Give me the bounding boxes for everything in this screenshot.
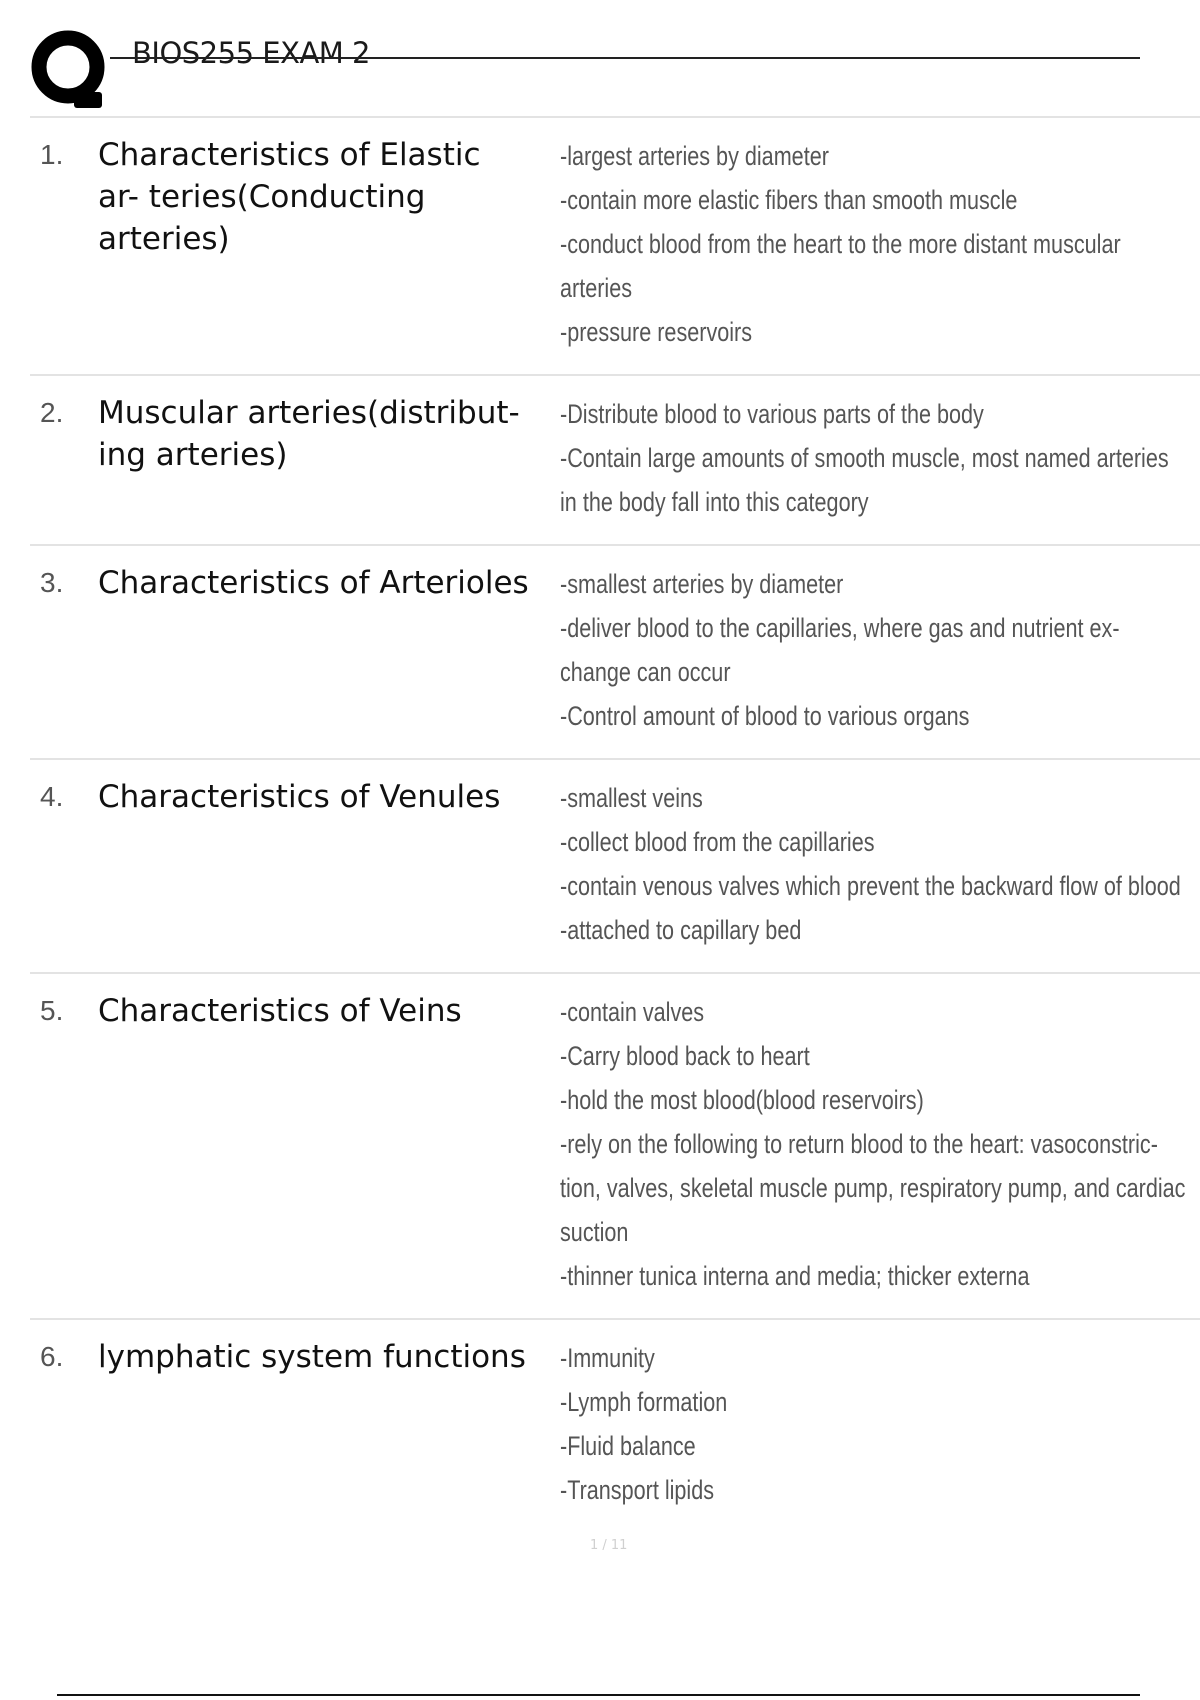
definition-line: -deliver blood to the capillaries, where gas and nutrient ex- change can occur [560, 613, 1120, 687]
definition-line: -Control amount of blood to various organs [560, 701, 970, 731]
flashcard-row [30, 376, 1200, 546]
card-definition [548, 562, 1200, 738]
card-term: Characteristics of Arterioles [98, 565, 529, 601]
document-title: BIOS255 EXAM 2 [132, 36, 370, 70]
card-number: 5. [40, 995, 64, 1026]
card-definition [548, 134, 1200, 354]
definition-line: -conduct blood from the heart to the more distant muscular arteries [560, 229, 1121, 303]
definition-line: -pressure reservoirs [560, 317, 753, 347]
definition-line: -contain venous valves which prevent the backward flow of blood [560, 871, 1181, 901]
card-definition [548, 1336, 1200, 1512]
flashcard-row [30, 1320, 1200, 1532]
definition-line: -contain more elastic fibers than smooth muscle [560, 185, 1018, 215]
card-number: 2. [40, 397, 64, 428]
card-term: Characteristics of Elastic ar- teries(Conducting arteries) [98, 137, 481, 257]
definition-line: -Contain large amounts of smooth muscle, most named arteries in the body fall into this category [560, 443, 1169, 517]
footer-divider [57, 1694, 1140, 1696]
definition-line: -Lymph formation [560, 1387, 728, 1417]
page-number: 1 / 11 [590, 1538, 628, 1553]
flashcard-row [30, 760, 1200, 974]
definition-line: -Transport lipids [560, 1475, 715, 1505]
definition-line: -smallest arteries by diameter [560, 569, 844, 599]
definition-line: -hold the most blood(blood reservoirs) [560, 1085, 924, 1115]
card-term: lymphatic system functions [98, 1339, 526, 1375]
definition-line: -largest arteries by diameter [560, 141, 829, 171]
card-term: Characteristics of Venules [98, 779, 501, 815]
definition-line: -Fluid balance [560, 1431, 696, 1461]
card-number: 6. [40, 1341, 64, 1372]
definition-line: -thinner tunica interna and media; thicker externa [560, 1261, 1030, 1291]
definition-line: -Carry blood back to heart [560, 1041, 810, 1071]
definition-line: -attached to capillary bed [560, 915, 802, 945]
card-definition [548, 392, 1200, 524]
definition-line: -Immunity [560, 1343, 655, 1373]
card-term: Muscular arteries(distribut- ing arteries) [98, 395, 520, 473]
header-strike-line [110, 57, 1140, 59]
flashcard-row [30, 118, 1200, 376]
definition-line: -Distribute blood to various parts of the body [560, 399, 984, 429]
flashcard-row [30, 974, 1200, 1320]
flashcard-row [30, 546, 1200, 760]
card-definition [548, 776, 1200, 952]
card-number: 1. [40, 139, 64, 170]
flashcard-list [30, 116, 1200, 1532]
q-logo-icon [30, 30, 112, 114]
card-term: Characteristics of Veins [98, 993, 462, 1029]
definition-line: -rely on the following to return blood to the heart: vasoconstric- tion, valves, skeletal muscle pump, respiratory pump, and cardiac suction [560, 1129, 1186, 1247]
card-definition [548, 990, 1200, 1298]
definition-line: -contain valves [560, 997, 705, 1027]
definition-line: -collect blood from the capillaries [560, 827, 875, 857]
definition-line: -smallest veins [560, 783, 703, 813]
page-header [0, 0, 1200, 116]
card-number: 3. [40, 567, 64, 598]
card-number: 4. [40, 781, 64, 812]
